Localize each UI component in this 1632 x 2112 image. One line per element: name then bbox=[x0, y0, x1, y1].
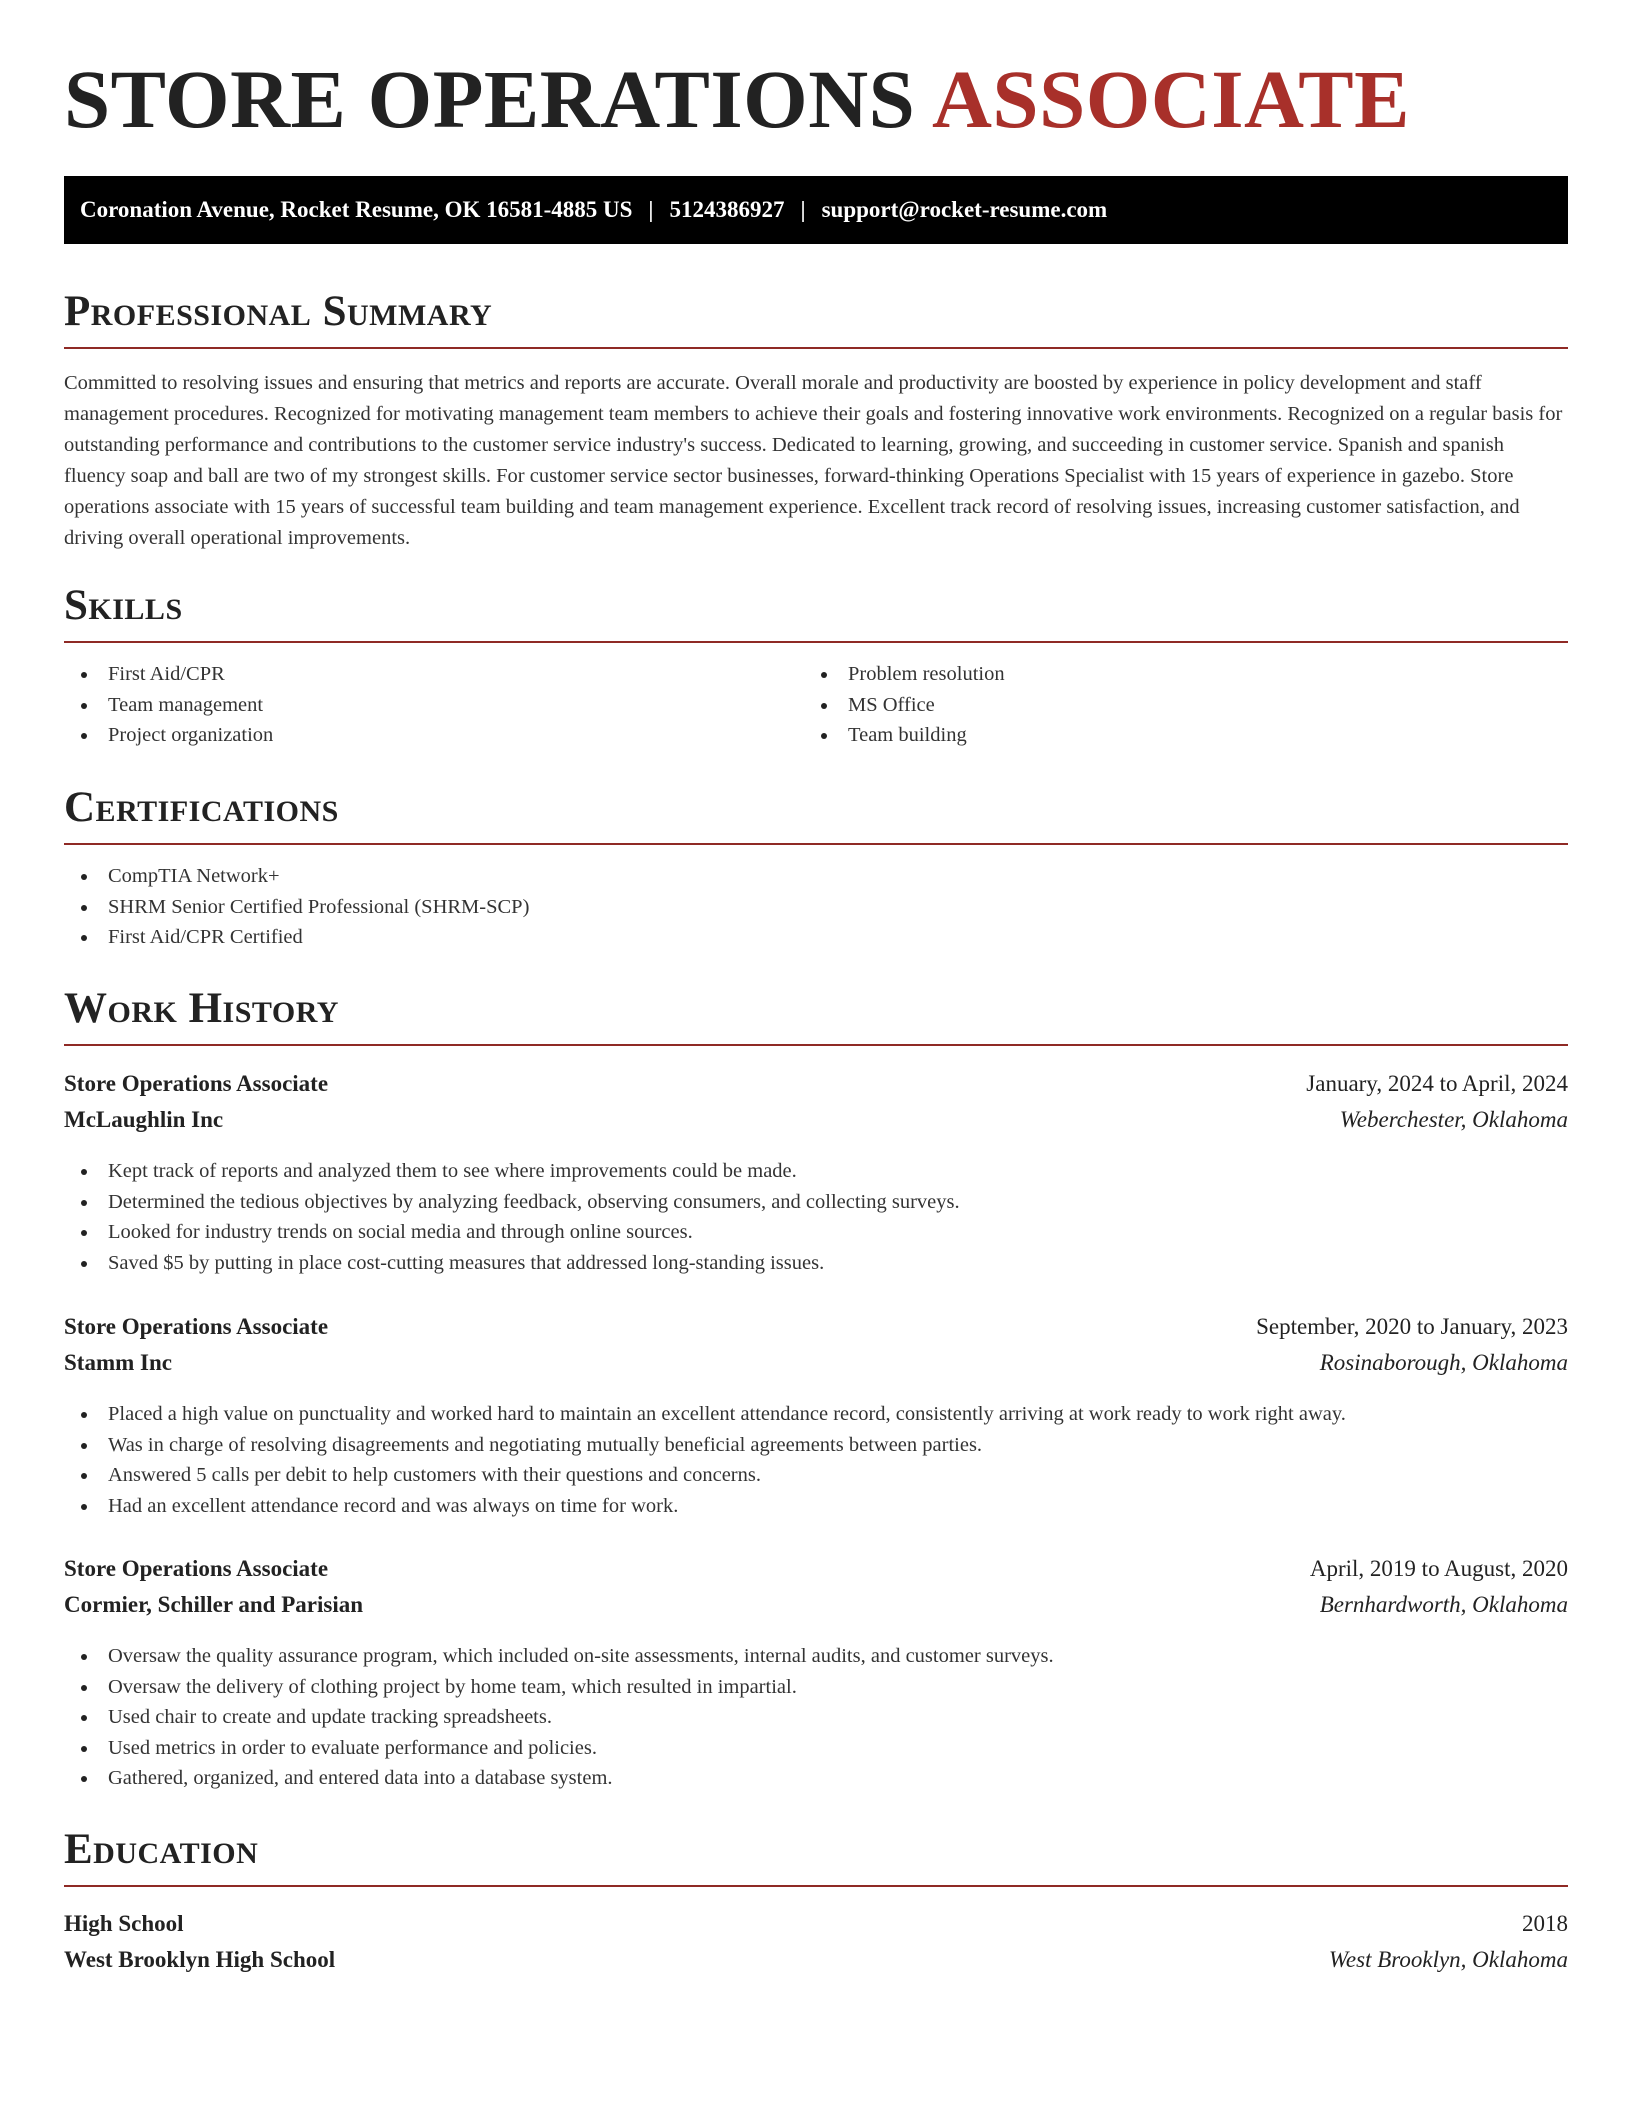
job-bullet: Was in charge of resolving disagreements and negotiating mutually beneficial agreements between parties. bbox=[64, 1430, 1346, 1461]
skills-list-left bbox=[64, 659, 273, 751]
job-bullets bbox=[64, 1156, 960, 1278]
job-title: Store Operations Associate bbox=[64, 1556, 329, 1581]
job-company-row bbox=[64, 1107, 1568, 1139]
title-main: STORE OPERATIONS bbox=[64, 53, 916, 145]
job-header-row bbox=[64, 1314, 1568, 1346]
skill-item: MS Office bbox=[804, 690, 1005, 721]
title-accent: ASSOCIATE bbox=[931, 53, 1411, 145]
certification-item: SHRM Senior Certified Professional (SHRM-SCP) bbox=[64, 892, 529, 923]
job-location: Bernhardworth, Oklahoma bbox=[1319, 1592, 1568, 1617]
certifications-list bbox=[64, 861, 529, 953]
job-bullet: Determined the tedious objectives by analyzing feedback, observing consumers, and collecting surveys. bbox=[64, 1187, 960, 1218]
job-bullet: Looked for industry trends on social media and through online sources. bbox=[64, 1217, 960, 1248]
job-company-row bbox=[64, 1592, 1568, 1624]
job-dates: April, 2019 to August, 2020 bbox=[1309, 1556, 1568, 1581]
job-bullet: Used metrics in order to evaluate performance and policies. bbox=[64, 1733, 1054, 1764]
certifications-section-header bbox=[64, 786, 1568, 845]
job-title: Store Operations Associate bbox=[64, 1071, 329, 1096]
skill-item: Team building bbox=[804, 720, 1005, 751]
contact-separator: | bbox=[800, 197, 806, 222]
job-bullet: Answered 5 calls per debit to help customers with their questions and concerns. bbox=[64, 1460, 1346, 1491]
contact-separator: | bbox=[648, 197, 654, 222]
skill-item: First Aid/CPR bbox=[64, 659, 273, 690]
contact-phone: 5124386927 bbox=[669, 197, 785, 222]
job-bullet: Oversaw the delivery of clothing project by home team, which resulted in impartial. bbox=[64, 1672, 1054, 1703]
job-bullet: Placed a high value on punctuality and worked hard to maintain an excellent attendance record, consistently arriving at work ready to work right away. bbox=[64, 1399, 1346, 1430]
education-year: 2018 bbox=[1522, 1911, 1568, 1936]
job-dates: January, 2024 to April, 2024 bbox=[1306, 1071, 1568, 1096]
education-degree: High School bbox=[64, 1911, 184, 1936]
skills-list-right bbox=[804, 659, 1005, 751]
job-bullet: Gathered, organized, and entered data into a database system. bbox=[64, 1763, 1054, 1794]
job-company: Stamm Inc bbox=[64, 1350, 172, 1375]
education-school-row bbox=[64, 1947, 1568, 1979]
job-header-row bbox=[64, 1556, 1568, 1588]
job-company-row bbox=[64, 1350, 1568, 1382]
summary-heading: Professional Summary bbox=[64, 288, 493, 335]
skill-item: Team management bbox=[64, 690, 273, 721]
summary-section-header bbox=[64, 290, 1568, 349]
skills-section-header bbox=[64, 584, 1568, 643]
job-bullets bbox=[64, 1641, 1054, 1794]
job-bullet: Kept track of reports and analyzed them to see where improvements could be made. bbox=[64, 1156, 960, 1187]
skills-heading: Skills bbox=[64, 582, 183, 629]
job-bullet: Saved $5 by putting in place cost-cutting measures that addressed long-standing issues. bbox=[64, 1248, 960, 1279]
contact-bar bbox=[64, 176, 1568, 244]
job-company: Cormier, Schiller and Parisian bbox=[64, 1592, 363, 1617]
resume-title bbox=[64, 53, 1411, 145]
certification-item: CompTIA Network+ bbox=[64, 861, 529, 892]
job-company: McLaughlin Inc bbox=[64, 1107, 224, 1132]
certifications-heading: Certifications bbox=[64, 784, 339, 831]
job-bullet: Oversaw the quality assurance program, which included on-site assessments, internal audits, and customer surveys. bbox=[64, 1641, 1054, 1672]
job-header-row bbox=[64, 1071, 1568, 1103]
education-school: West Brooklyn High School bbox=[64, 1947, 336, 1972]
skill-item: Problem resolution bbox=[804, 659, 1005, 690]
certification-item: First Aid/CPR Certified bbox=[64, 922, 529, 953]
education-degree-row bbox=[64, 1911, 1568, 1943]
job-location: Weberchester, Oklahoma bbox=[1339, 1107, 1568, 1132]
contact-address: Coronation Avenue, Rocket Resume, OK 16581-4885 US bbox=[80, 197, 633, 222]
job-title: Store Operations Associate bbox=[64, 1314, 329, 1339]
education-section-header bbox=[64, 1828, 1568, 1887]
education-heading: Education bbox=[64, 1826, 259, 1873]
job-bullet: Used chair to create and update tracking spreadsheets. bbox=[64, 1702, 1054, 1733]
contact-email: support@rocket-resume.com bbox=[821, 197, 1108, 222]
skill-item: Project organization bbox=[64, 720, 273, 751]
job-location: Rosinaborough, Oklahoma bbox=[1319, 1350, 1568, 1375]
job-bullet: Had an excellent attendance record and was always on time for work. bbox=[64, 1491, 1346, 1522]
work-section-header bbox=[64, 987, 1568, 1046]
job-dates: September, 2020 to January, 2023 bbox=[1256, 1314, 1568, 1339]
work-heading: Work History bbox=[64, 985, 339, 1032]
summary-text: Committed to resolving issues and ensuring that metrics and reports are accurate. Overall morale and productivity are boosted by experience in policy development and staff management procedures. Recognized for motivating management team members to achieve their goals and fostering innovative work environments. Recognized on a regular basis for outstanding performance and contributions to the customer service industry's success. Dedicated to learning, growing, and succeeding in customer service. Spanish and spanish fluency soap and ball are two of my strongest skills. For customer service sector businesses, forward-thinking Operations Specialist with 15 years of experience in gazebo. Store operations associate with 15 years of successful team building and team management experience. Excellent track record of resolving issues, increasing customer satisfaction, and driving overall operational improvements. bbox=[64, 372, 1563, 549]
job-bullets bbox=[64, 1399, 1346, 1521]
education-location: West Brooklyn, Oklahoma bbox=[1328, 1947, 1568, 1972]
